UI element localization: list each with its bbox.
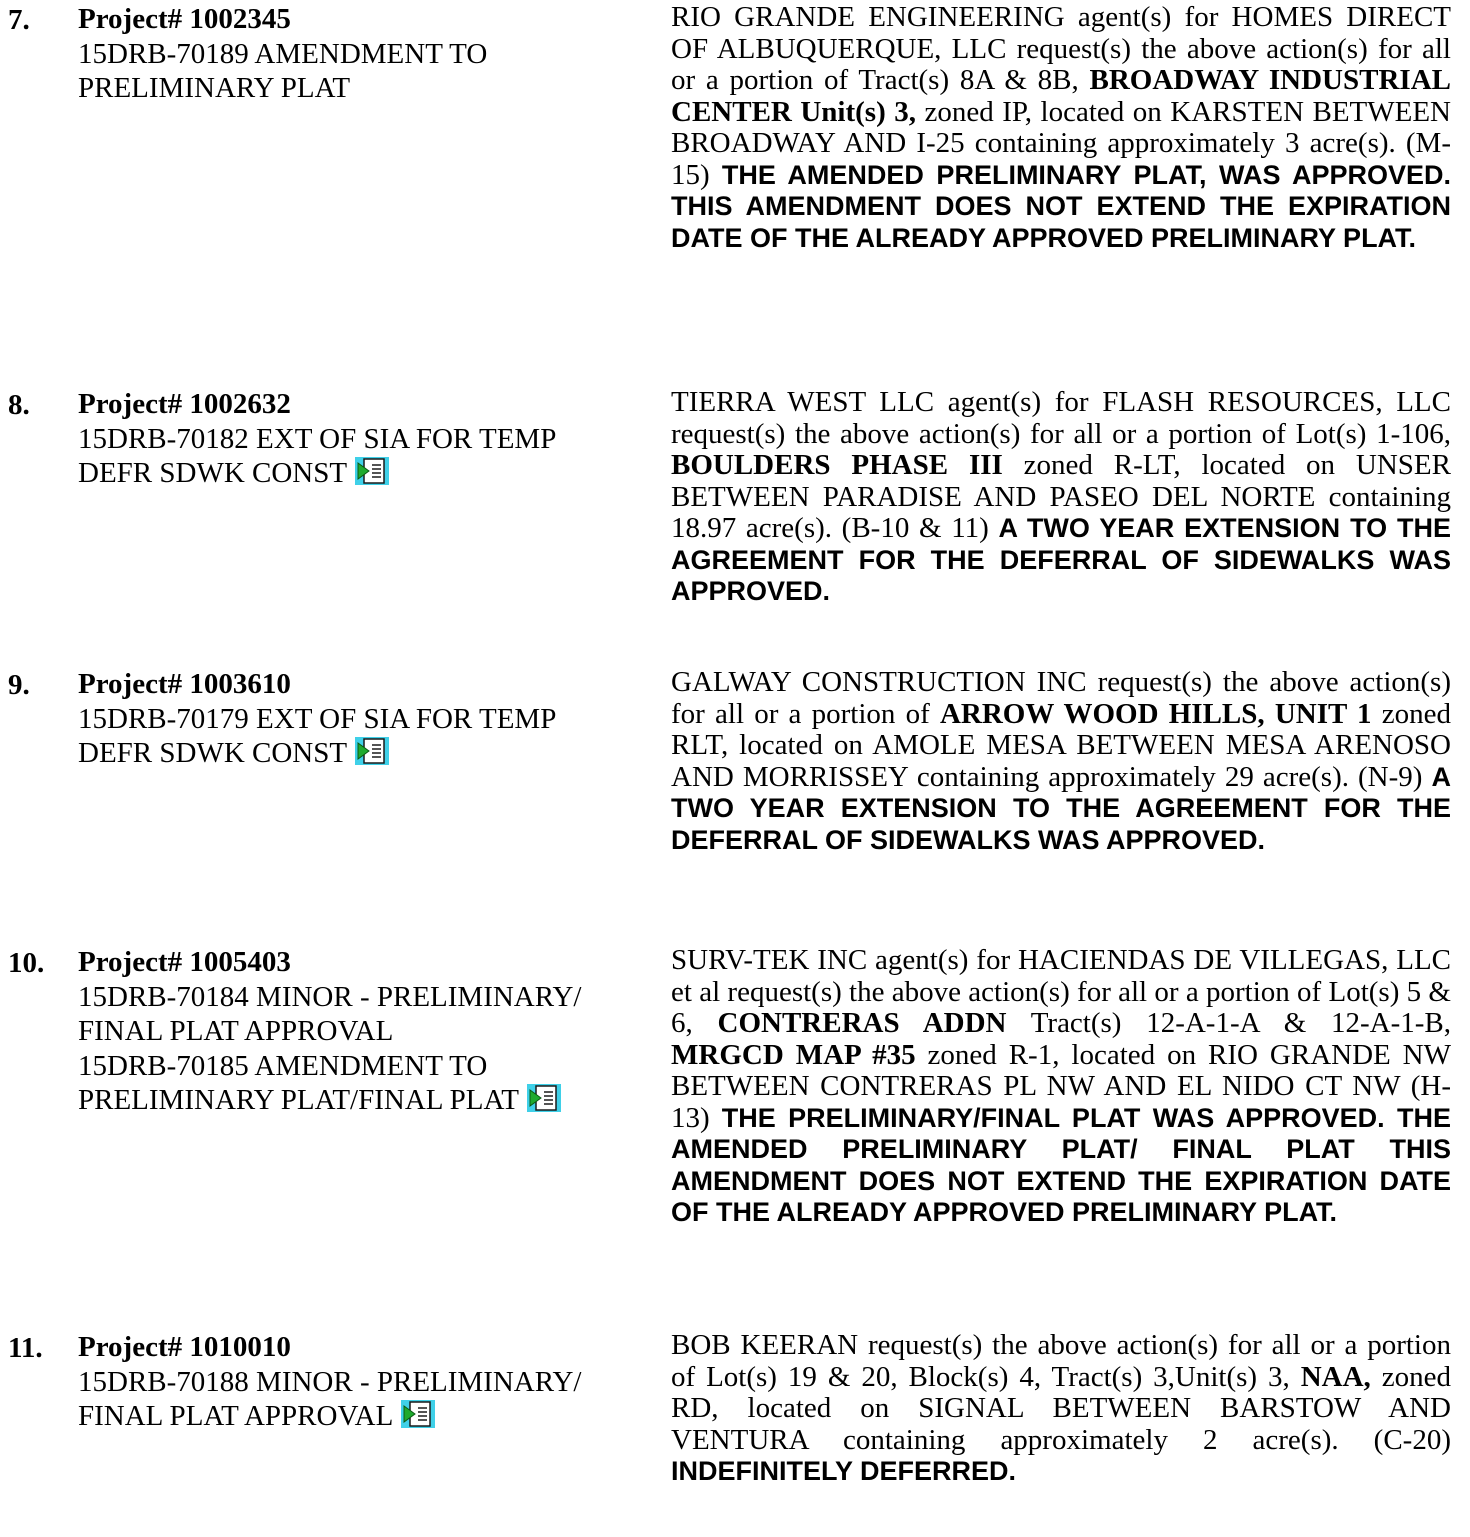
decision-text: THE AMENDED PRELIMINARY PLAT, WAS APPROVED. THIS AMENDMENT DOES NOT EXTEND THE EXPIRATION DATE OF THE ALREADY APPROVED PRELIMINARY PLAT. [671,159,1451,253]
description-text: zoned R-LT, located on UNSER BETWEEN PARADISE AND PASEO DEL NORTE containing 18.97 acre(s). (B-10 & 11) [671,449,1451,544]
case-line [78,736,638,771]
case-line [78,1049,638,1084]
decision-text: THE PRELIMINARY/FINAL PLAT WAS APPROVED. THE AMENDED PRELIMINARY PLAT/ FINAL PLAT THIS AMENDMENT DOES NOT EXTEND THE EXPIRATION DATE OF THE ALREADY APPROVED PRELIMINARY PLAT. [671,1102,1451,1227]
description-text: zoned IP, located on KARSTEN BETWEEN BROADWAY AND I-25 containing approximately 3 acre(s). (M-15) [671,95,1451,191]
item-description [671,1330,1451,1488]
case-line [78,1083,638,1118]
description-text: zoned R-1, located on RIO GRANDE NW BETWEEN CONTRERAS PL NW AND EL NIDO CT NW (H-13) [671,1038,1451,1134]
case-line-text: 15DRB-70189 AMENDMENT TO [78,37,488,70]
project-number: Project# 1002632 [78,388,291,420]
description-text: Tract(s) 12-A-1-A & 12-A-1-B, [1006,1007,1451,1039]
case-line-text: 15DRB-70185 AMENDMENT TO [78,1049,488,1082]
case-line-text: PRELIMINARY PLAT [78,72,351,104]
project-number: Project# 1003610 [78,668,291,700]
case-line-text: 15DRB-70179 EXT OF SIA FOR TEMP [78,702,557,735]
document-link-icon[interactable] [401,1400,435,1428]
item-case-info [78,667,638,771]
project-number: Project# 1005403 [78,946,291,978]
item-case-info [78,945,638,1118]
description-text: SURV-TEK INC agent(s) for HACIENDAS DE VILLEGAS, LLC et al request(s) the above action(s) for all or a portion of Lot(s) 5 & 6, [671,944,1451,1039]
description-text: zoned RLT, located on AMOLE MESA BETWEEN MESA ARENOSO AND MORRISSEY containing approximately 29 acre(s). (N-9) [671,697,1451,793]
subdivision-name: CONTRERAS ADDN [717,1007,1007,1039]
case-line-text: DEFR SDWK CONST [78,737,348,769]
item-case-info [78,387,638,491]
document-link-icon[interactable] [527,1084,561,1112]
case-line-text: FINAL PLAT APPROVAL [78,1400,394,1432]
case-line [78,1399,638,1434]
case-line-text: 15DRB-70184 MINOR - PRELIMINARY/ [78,980,582,1013]
case-line-text: FINAL PLAT APPROVAL [78,1015,394,1047]
item-case-info [78,1330,638,1434]
project-number: Project# 1010010 [78,1331,291,1363]
case-line-text: DEFR SDWK CONST [78,457,348,489]
case-line [78,37,638,72]
case-line [78,456,638,491]
item-description [671,387,1451,608]
document-link-icon[interactable] [355,457,389,485]
description-text: TIERRA WEST LLC agent(s) for FLASH RESOURCES, LLC request(s) the above action(s) for all or a portion of Lot(s) 1-106, [671,386,1451,450]
description-text: zoned RD, located on SIGNAL BETWEEN BARSTOW AND VENTURA containing approximately 2 acre(s). (C-20) [671,1360,1451,1456]
subdivision-name: NAA, [1300,1360,1371,1393]
case-line-text: 15DRB-70182 EXT OF SIA FOR TEMP [78,422,557,455]
item-description [671,667,1451,856]
case-line-text: PRELIMINARY PLAT/FINAL PLAT [78,1084,519,1116]
project-number: Project# 1002345 [78,3,291,35]
subdivision-name: BROADWAY INDUSTRIAL CENTER Unit(s) 3, [671,64,1451,128]
case-line [78,1365,638,1400]
item-number: 11. [8,1332,43,1364]
item-number: 10. [8,947,45,979]
case-line [78,980,638,1015]
decision-text: A TWO YEAR EXTENSION TO THE AGREEMENT FOR THE DEFERRAL OF SIDEWALKS WAS APPROVED. [671,761,1451,855]
description-text: RIO GRANDE ENGINEERING agent(s) for HOMES DIRECT OF ALBUQUERQUE, LLC request(s) the above action(s) for all or a portion of Tract(s) 8A & 8B, [671,1,1451,96]
case-line [78,702,638,737]
document-link-icon[interactable] [355,737,389,765]
case-line [78,422,638,457]
description-text: GALWAY CONSTRUCTION INC request(s) the above action(s) for all or a portion of [671,666,1451,730]
item-description [671,2,1451,254]
subdivision-name: MRGCD MAP #35 [671,1038,916,1071]
case-line [78,71,638,106]
case-line [78,1014,638,1049]
item-number: 8. [8,389,30,421]
item-number: 9. [8,669,30,701]
subdivision-name: BOULDERS PHASE III [671,449,1003,481]
decision-text: INDEFINITELY DEFERRED. [671,1456,1017,1486]
decision-text: A TWO YEAR EXTENSION TO THE AGREEMENT FOR THE DEFERRAL OF SIDEWALKS WAS APPROVED. [671,513,1451,606]
description-text: BOB KEERAN request(s) the above action(s) for all or a portion of Lot(s) 19 & 20, Block(s) 4, Tract(s) 3,Unit(s) 3, [671,1329,1451,1393]
item-number: 7. [8,4,30,36]
item-case-info [78,2,638,106]
case-line-text: 15DRB-70188 MINOR - PRELIMINARY/ [78,1365,582,1398]
item-description [671,945,1451,1229]
subdivision-name: ARROW WOOD HILLS, UNIT 1 [939,697,1372,730]
